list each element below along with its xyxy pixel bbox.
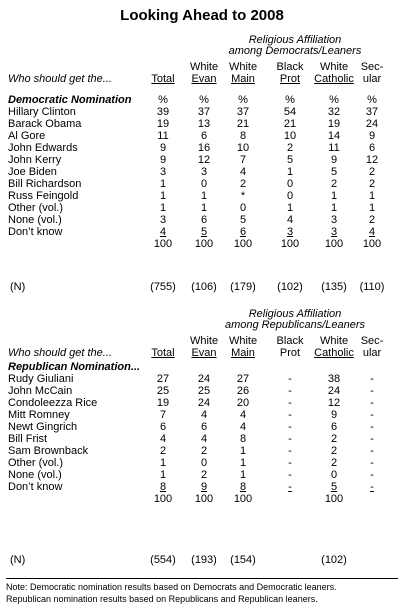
cell-value: 27 xyxy=(236,373,250,385)
row-label: John McCain xyxy=(8,385,73,397)
cell-value: 2 xyxy=(239,178,247,190)
footnote-line-1: Note: Democratic nomination results based on Democrats and Democratic leaners. xyxy=(6,582,337,592)
cell-value: 1 xyxy=(159,202,167,214)
cell-value: - xyxy=(288,409,292,421)
cell-value: 4 xyxy=(239,421,247,433)
cell-value: 19 xyxy=(327,118,341,130)
cell-value: 7 xyxy=(159,409,167,421)
row-label: Russ Feingold xyxy=(8,190,79,202)
cell-value: 2 xyxy=(330,178,338,190)
cell-value: 21 xyxy=(236,118,250,130)
cell-value: 3 xyxy=(330,214,338,226)
cell-value: 4 xyxy=(159,226,167,238)
column-header-line1: White xyxy=(319,61,349,73)
cell-value: 2 xyxy=(368,178,376,190)
column-header-line1: Black xyxy=(276,61,304,73)
cell-value: 39 xyxy=(156,106,170,118)
column-header-line1: White xyxy=(189,61,219,73)
cell-value: 2 xyxy=(330,457,338,469)
cell-value: 3 xyxy=(159,214,167,226)
cell-value: 11 xyxy=(157,130,169,142)
cell-value: 27 xyxy=(156,373,170,385)
page-title: Looking Ahead to 2008 xyxy=(120,7,284,24)
cell-value: 1 xyxy=(200,202,208,214)
row-label: Don’t know xyxy=(8,481,63,493)
affiliation-header-line-2: among Republicans/Leaners xyxy=(224,319,366,331)
column-header-line2: Total xyxy=(151,73,175,85)
percent-sign: % xyxy=(329,94,339,106)
total-value: 100 xyxy=(362,238,382,250)
row-label: Bill Richardson xyxy=(8,178,82,190)
footnote-divider xyxy=(6,578,398,579)
cell-value: 32 xyxy=(327,106,341,118)
cell-value: - xyxy=(370,385,374,397)
percent-sign: % xyxy=(285,94,295,106)
cell-value: 12 xyxy=(327,397,341,409)
column-header-line2: Prot xyxy=(279,73,301,85)
cell-value: 2 xyxy=(330,433,338,445)
n-label: (N) xyxy=(10,554,26,566)
cell-value: - xyxy=(288,421,292,433)
row-label: Sam Brownback xyxy=(8,445,89,457)
cell-value: 4 xyxy=(286,214,294,226)
row-label: Joe Biden xyxy=(8,166,57,178)
cell-value: - xyxy=(370,373,374,385)
cell-value: 5 xyxy=(286,154,294,166)
cell-value: 6 xyxy=(200,130,208,142)
cell-value: 9 xyxy=(368,130,376,142)
row-label: Hillary Clinton xyxy=(8,106,76,118)
n-value: (102) xyxy=(277,281,303,293)
cell-value: 2 xyxy=(200,445,208,457)
cell-value: 37 xyxy=(365,106,379,118)
total-value: 100 xyxy=(194,238,214,250)
cell-value: 4 xyxy=(159,433,167,445)
percent-sign: % xyxy=(158,94,168,106)
percent-sign: % xyxy=(238,94,248,106)
cell-value: - xyxy=(288,469,292,481)
cell-value: 6 xyxy=(200,421,208,433)
cell-value: 25 xyxy=(156,385,170,397)
cell-value: 4 xyxy=(239,166,247,178)
cell-value: 0 xyxy=(286,190,294,202)
cell-value: 3 xyxy=(200,166,208,178)
cell-value: - xyxy=(288,385,292,397)
cell-value: 2 xyxy=(200,469,208,481)
cell-value: 4 xyxy=(368,226,376,238)
cell-value: 1 xyxy=(286,202,294,214)
cell-value: 6 xyxy=(200,214,208,226)
column-header-line1: White xyxy=(228,335,258,347)
cell-value: 11 xyxy=(328,142,340,154)
cell-value: 1 xyxy=(159,457,167,469)
row-label: Barack Obama xyxy=(8,118,82,130)
row-label: Al Gore xyxy=(8,130,46,142)
cell-value: - xyxy=(370,481,374,493)
cell-value: 4 xyxy=(200,433,208,445)
cell-value: - xyxy=(370,457,374,469)
n-label: (N) xyxy=(10,281,26,293)
cell-value: 12 xyxy=(365,154,379,166)
row-label: Condoleezza Rice xyxy=(8,397,98,409)
column-header-line2: Prot xyxy=(279,347,301,359)
cell-value: - xyxy=(288,433,292,445)
cell-value: 5 xyxy=(239,214,247,226)
column-header-line2: Evan xyxy=(191,347,217,359)
cell-value: 2 xyxy=(368,214,376,226)
cell-value: - xyxy=(370,445,374,457)
cell-value: - xyxy=(288,397,292,409)
n-value: (102) xyxy=(321,554,347,566)
column-header-line1: Sec- xyxy=(360,61,384,73)
n-value: (755) xyxy=(150,281,176,293)
cell-value: 3 xyxy=(330,226,338,238)
cell-value: - xyxy=(370,469,374,481)
cell-value: 6 xyxy=(239,226,247,238)
cell-value: 0 xyxy=(286,178,294,190)
cell-value: 1 xyxy=(368,190,376,202)
cell-value: - xyxy=(288,445,292,457)
n-value: (179) xyxy=(230,281,256,293)
column-header-line2: Evan xyxy=(191,73,217,85)
cell-value: 1 xyxy=(159,469,167,481)
cell-value: 8 xyxy=(159,481,167,493)
column-header-line1: White xyxy=(189,335,219,347)
cell-value: 3 xyxy=(286,226,294,238)
total-value: 100 xyxy=(280,238,300,250)
cell-value: 54 xyxy=(283,106,297,118)
cell-value: 9 xyxy=(330,409,338,421)
cell-value: - xyxy=(288,457,292,469)
column-header-line2: Catholic xyxy=(314,73,354,85)
column-header-line1: Black xyxy=(276,335,304,347)
cell-value: 6 xyxy=(159,421,167,433)
percent-sign: % xyxy=(367,94,377,106)
cell-value: 6 xyxy=(330,421,338,433)
cell-value: 9 xyxy=(200,481,208,493)
cell-value: 14 xyxy=(327,130,341,142)
footnote-line-2: Republican nomination results based on Republicans and Republican leaners. xyxy=(6,594,318,604)
row-label: Other (vol.) xyxy=(8,202,64,214)
total-value: 100 xyxy=(233,238,253,250)
row-label: Newt Gingrich xyxy=(8,421,78,433)
total-value: 100 xyxy=(194,493,214,505)
cell-value: 10 xyxy=(236,142,250,154)
cell-value: 9 xyxy=(159,154,167,166)
cell-value: 5 xyxy=(200,226,208,238)
cell-value: 2 xyxy=(286,142,294,154)
cell-value: 0 xyxy=(200,178,208,190)
column-header-line1: White xyxy=(319,335,349,347)
cell-value: 1 xyxy=(239,469,247,481)
question-label: Who should get the... xyxy=(8,347,112,359)
row-label: Rudy Giuliani xyxy=(8,373,74,385)
total-value: 100 xyxy=(233,493,253,505)
cell-value: 1 xyxy=(159,190,167,202)
total-value: 100 xyxy=(153,493,173,505)
row-label: John Kerry xyxy=(8,154,62,166)
cell-value: 24 xyxy=(197,397,211,409)
total-value: 100 xyxy=(153,238,173,250)
cell-value: 1 xyxy=(159,178,167,190)
cell-value: 8 xyxy=(239,130,247,142)
section-label: Democratic Nomination xyxy=(8,94,132,106)
total-value: 100 xyxy=(324,493,344,505)
cell-value: 2 xyxy=(368,166,376,178)
cell-value: 12 xyxy=(197,154,211,166)
column-header-line1: Sec- xyxy=(360,335,384,347)
affiliation-header-line-2: among Democrats/Leaners xyxy=(228,45,362,57)
cell-value: 3 xyxy=(159,166,167,178)
cell-value: 19 xyxy=(156,397,170,409)
cell-value: 1 xyxy=(368,202,376,214)
n-value: (554) xyxy=(150,554,176,566)
cell-value: - xyxy=(370,397,374,409)
cell-value: 37 xyxy=(236,106,250,118)
cell-value: 20 xyxy=(236,397,250,409)
row-label: Bill Frist xyxy=(8,433,48,445)
cell-value: 0 xyxy=(330,469,338,481)
cell-value: - xyxy=(288,373,292,385)
cell-value: 4 xyxy=(239,409,247,421)
cell-value: 21 xyxy=(283,118,297,130)
column-header-line2: ular xyxy=(362,73,382,85)
cell-value: 38 xyxy=(327,373,341,385)
cell-value: 6 xyxy=(368,142,376,154)
cell-value: 24 xyxy=(197,373,211,385)
cell-value: 9 xyxy=(159,142,167,154)
column-header-line2: Total xyxy=(151,347,175,359)
cell-value: 1 xyxy=(330,190,338,202)
row-label: None (vol.) xyxy=(8,469,62,481)
cell-value: 7 xyxy=(239,154,247,166)
cell-value: 4 xyxy=(200,409,208,421)
n-value: (135) xyxy=(321,281,347,293)
cell-value: 2 xyxy=(159,445,167,457)
row-label: John Edwards xyxy=(8,142,78,154)
n-value: (193) xyxy=(191,554,217,566)
cell-value: 2 xyxy=(330,445,338,457)
cell-value: 25 xyxy=(197,385,211,397)
n-value: (110) xyxy=(359,281,385,293)
cell-value: 0 xyxy=(239,202,247,214)
cell-value: 1 xyxy=(286,166,294,178)
cell-value: 8 xyxy=(239,433,247,445)
cell-value: * xyxy=(240,190,246,202)
column-header-line2: ular xyxy=(362,347,382,359)
cell-value: - xyxy=(288,481,292,493)
cell-value: 9 xyxy=(330,154,338,166)
percent-sign: % xyxy=(199,94,209,106)
row-label: Other (vol.) xyxy=(8,457,64,469)
cell-value: 5 xyxy=(330,166,338,178)
cell-value: 19 xyxy=(156,118,170,130)
cell-value: 1 xyxy=(239,457,247,469)
n-value: (154) xyxy=(230,554,256,566)
question-label: Who should get the... xyxy=(8,73,112,85)
cell-value: 0 xyxy=(200,457,208,469)
section-label: Republican Nomination... xyxy=(8,361,141,373)
cell-value: - xyxy=(370,409,374,421)
column-header-line2: Main xyxy=(231,347,255,359)
column-header-line2: Catholic xyxy=(314,347,354,359)
cell-value: 10 xyxy=(283,130,297,142)
cell-value: 37 xyxy=(197,106,211,118)
row-label: None (vol.) xyxy=(8,214,62,226)
row-label: Mitt Romney xyxy=(8,409,70,421)
n-value: (106) xyxy=(191,281,217,293)
cell-value: 1 xyxy=(200,190,208,202)
cell-value: 5 xyxy=(330,481,338,493)
row-label: Don’t know xyxy=(8,226,63,238)
cell-value: 16 xyxy=(197,142,211,154)
affiliation-header-line-1: Religious Affiliation xyxy=(248,308,342,320)
cell-value: 26 xyxy=(236,385,250,397)
cell-value: 1 xyxy=(239,445,247,457)
column-header-line2: Main xyxy=(231,73,255,85)
cell-value: 8 xyxy=(239,481,247,493)
column-header-line1: White xyxy=(228,61,258,73)
cell-value: 24 xyxy=(365,118,379,130)
total-value: 100 xyxy=(324,238,344,250)
cell-value: 24 xyxy=(327,385,341,397)
cell-value: 13 xyxy=(197,118,211,130)
affiliation-header-line-1: Religious Affiliation xyxy=(248,34,342,46)
cell-value: - xyxy=(370,421,374,433)
cell-value: - xyxy=(370,433,374,445)
cell-value: 1 xyxy=(330,202,338,214)
